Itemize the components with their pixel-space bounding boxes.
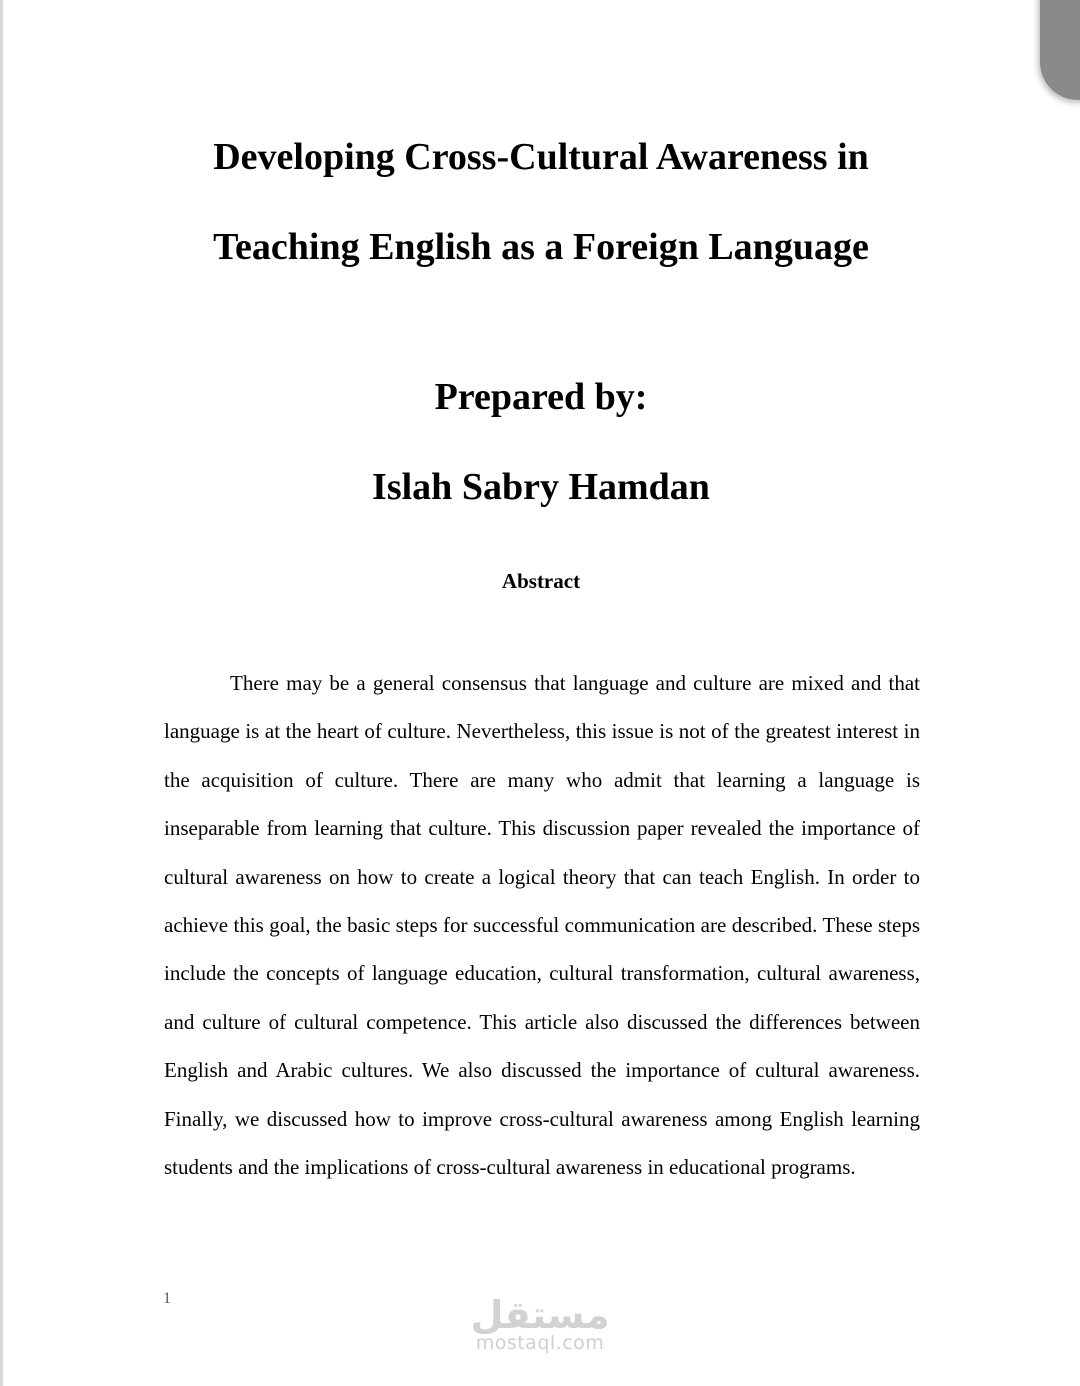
accessibility-button[interactable] bbox=[1040, 0, 1080, 100]
watermark-logo bbox=[470, 1290, 610, 1336]
abstract-heading: Abstract bbox=[501, 569, 581, 593]
abstract-text: There may be a general consensus that language and culture are mixed and that language is at the heart of culture. Nevertheless, this issue is not of the greatest interest in the acquisition of culture. There are many who admit that learning a language is inseparable from learning that culture. This discussion paper revealed the importance of cultural awareness on how to create a logical theory that can teach English. In order to achieve this goal, the basic steps for successful communication are described. These steps include the concepts of language education, cultural transformation, cultural awareness, and culture of cultural competence. This article also discussed the differences between English and Arabic cultures. We also discussed the importance of cultural awareness. Finally, we discussed how to improve cross-cultural awareness among English learning students and the implications of cross-cultural awareness in educational programs. bbox=[164, 671, 920, 1180]
page-number: 1 bbox=[163, 1290, 171, 1307]
title-line-1: Developing Cross-Cultural Awareness in bbox=[213, 136, 869, 178]
title-line-2: Teaching English as a Foreign Language bbox=[213, 226, 869, 268]
watermark-site: mostaql.com bbox=[475, 1332, 605, 1354]
document-title bbox=[100, 112, 982, 292]
watermark bbox=[470, 1290, 610, 1354]
page-edge bbox=[0, 0, 3, 1386]
prepared-by-label: Prepared by: bbox=[434, 376, 648, 418]
author-name: Islah Sabry Hamdan bbox=[372, 466, 710, 508]
prepared-by-section bbox=[100, 352, 982, 532]
watermark-logo-text: مستقل bbox=[470, 1293, 610, 1336]
